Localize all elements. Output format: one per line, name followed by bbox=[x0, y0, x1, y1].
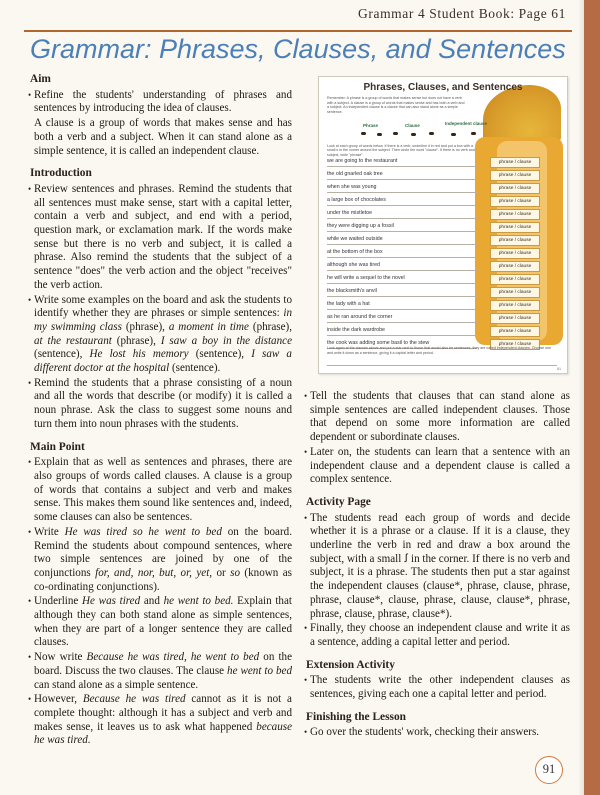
text: The students read each group of words and decide whether it is a phrase or a clause. If it is a clause, they underline the verb in red and draw a box around the subject, with a small bbox=[310, 511, 570, 565]
conjunction: so bbox=[230, 566, 240, 579]
phrase-clause-box: phrase / clause bbox=[490, 170, 540, 181]
main-bullet-4 bbox=[28, 651, 292, 692]
ant-icon bbox=[377, 133, 382, 136]
phrase-clause-box: phrase / clause bbox=[490, 339, 540, 350]
intro-bullet-1: • Review sentences and phrases. Remind the students that all sentences must make sense, start with a capital letter, contain a verb and subject, and end with a period, question mark, or exclamation mark. If the words make sense but there is no verb and subject, it is called a phrase. Also remind the students that the subject of a sentence "does" the verb action and the object "receives" the verb action. bbox=[28, 183, 292, 293]
phrase-clause-box: phrase / clause bbox=[490, 157, 540, 168]
example-type: (phrase), bbox=[116, 334, 156, 347]
phrase-clause-box: phrase / clause bbox=[490, 287, 540, 298]
phrase-text: when she was young bbox=[327, 183, 477, 193]
extension-activity-section bbox=[304, 659, 570, 702]
workbook-row bbox=[327, 157, 559, 167]
phrase-text: we are going to the restaurant bbox=[327, 157, 477, 167]
text: on the board. Discuss the two clauses. The clause bbox=[34, 651, 293, 677]
text: (known as co-ordinating conjunctions). bbox=[34, 566, 292, 593]
main-bullet-3 bbox=[28, 595, 292, 650]
phrase-clause-box: phrase / clause bbox=[490, 248, 540, 259]
page-title: Grammar: Phrases, Clauses, and Sentences bbox=[30, 34, 566, 64]
subject-symbol: ꭍ bbox=[404, 552, 409, 565]
phrase-clause-box: phrase / clause bbox=[490, 222, 540, 233]
workbook-row bbox=[327, 326, 559, 336]
phrase-clause-box: phrase / clause bbox=[490, 300, 540, 311]
aim-heading: Aim bbox=[30, 73, 51, 85]
ant-icon bbox=[471, 132, 476, 135]
right-bullet-1: • Tell the students that clauses that can stand alone as simple sentences are called independent clauses. Those that depend on some more information are called dependent or subordinate clauses. bbox=[304, 390, 570, 445]
introduction-section bbox=[28, 167, 292, 431]
finishing-section bbox=[304, 711, 570, 740]
activity-page-heading: Activity Page bbox=[306, 495, 371, 508]
phrase-text: inside the dark wardrobe bbox=[327, 326, 477, 336]
ant-icon bbox=[411, 133, 416, 136]
phrase-text: he will write a sequel to the novel bbox=[327, 274, 477, 284]
extension-bullet: • The students write the other independent clauses as sentences, giving each one a capital letter and period. bbox=[304, 674, 570, 701]
example-text: because he was tired. bbox=[34, 720, 292, 747]
phrase-text: the lady with a hat bbox=[327, 300, 477, 310]
finishing-bullet: • Go over the students' work, checking their answers. bbox=[304, 726, 570, 740]
signpost: Independent clause bbox=[445, 121, 488, 126]
workbook-row bbox=[327, 248, 559, 258]
example-type: (sentence). bbox=[171, 362, 221, 375]
workbook-row bbox=[327, 274, 559, 284]
main-point-section bbox=[28, 441, 292, 748]
example-text: He was tired so he went to bed bbox=[64, 525, 222, 538]
workbook-intro: Remember: A phrase is a group of words that makes sense but does not have a verb with a subject. A clause is a group of words that makes sense and has both a verb and a subject. An independent clause is a clause that can also stand alone as a simple sentence. bbox=[327, 96, 465, 114]
phrase-text: a large box of chocolates bbox=[327, 196, 477, 206]
text: can stand alone as a simple sentence. bbox=[34, 678, 199, 691]
text: Underline bbox=[34, 595, 79, 608]
introduction-heading: Introduction bbox=[30, 167, 92, 180]
page-header: Grammar 4 Student Book: Page 61 bbox=[358, 6, 566, 21]
workbook-row bbox=[327, 209, 559, 219]
right-bullet-2: • Later on, the students can learn that a sentence with an independent clause and a dependent clause is called a complex sentence. bbox=[304, 446, 570, 487]
aim-paragraph: A clause is a group of words that makes sense and has both a verb and a subject. When it can stand alone as a simple sentence, it is called an independent clause. bbox=[34, 117, 292, 157]
main-point-continued bbox=[304, 390, 570, 487]
main-bullet-1: • Explain that as well as sentences and phrases, there are also groups of words called clauses. A clause is a group of words that contains a subject and verb and makes sense. This makes them sound like sentences and, indeed, some clauses can also be sentences. bbox=[28, 456, 292, 525]
phrase-clause-box: phrase / clause bbox=[490, 274, 540, 285]
main-bullet-5 bbox=[28, 693, 292, 748]
example-text: in my swimming class bbox=[34, 307, 292, 333]
book-edge bbox=[584, 0, 600, 795]
example-type: (sentence), bbox=[195, 348, 245, 361]
phrase-clause-box: phrase / clause bbox=[490, 261, 540, 272]
phrase-text: the old gnarled oak tree bbox=[327, 170, 477, 180]
text: Explain that although they can both stand alone as simple sentences, when they are part of a longer sentence they are called clauses. bbox=[34, 595, 292, 649]
example-type: (phrase), bbox=[125, 320, 165, 333]
example-text: I saw a different doctor at the hospital bbox=[34, 348, 292, 375]
text: Write bbox=[34, 525, 59, 538]
phrase-text: they were digging up a fossil bbox=[327, 222, 477, 232]
phrase-text: while we waited outside bbox=[327, 235, 477, 245]
page-number-badge: 91 bbox=[535, 756, 563, 784]
example-text: a moment in time bbox=[168, 320, 249, 333]
writing-line bbox=[327, 365, 557, 366]
aim-section bbox=[28, 73, 292, 158]
text: on the board. Remind the students about compound sentences, where two simple sentences are joined by one of the conjunctions bbox=[34, 525, 292, 579]
text: cannot as it is not a complete thought: although it has a subject and verb and makes sense, it leaves us to ask what happened bbox=[34, 693, 292, 733]
example-text: Because he was tired bbox=[82, 693, 186, 706]
ant-icon bbox=[429, 132, 434, 135]
text: or bbox=[216, 566, 226, 579]
workbook-row bbox=[327, 313, 559, 323]
text: and bbox=[143, 595, 160, 608]
student-book-page-image bbox=[318, 76, 568, 374]
workbook-instructions: Look at each group of words below. If there is a verb, underline it in red and put a box with a small s in the corner around the subject. Then circle the word "clause". If there is no verb and subject, write "phrase". bbox=[327, 144, 475, 157]
header-rule bbox=[24, 30, 572, 32]
signpost: Clause bbox=[405, 123, 420, 128]
activity-bullet-1 bbox=[304, 512, 570, 622]
main-bullet-2 bbox=[28, 526, 292, 595]
example-type: (sentence), bbox=[34, 348, 83, 361]
phrase-clause-box: phrase / clause bbox=[490, 235, 540, 246]
workbook-row bbox=[327, 196, 559, 206]
example-text: I saw a boy in the distance bbox=[160, 334, 292, 347]
ant-icon bbox=[361, 132, 366, 135]
phrase-text: the blacksmith's anvil bbox=[327, 287, 477, 297]
ant-icon bbox=[393, 132, 398, 135]
workbook-page-number: 61 bbox=[557, 367, 561, 371]
intro-bullet-2 bbox=[28, 294, 292, 376]
intro-bullet-3: • Remind the students that a phrase consisting of a noun and all the words that describe (or modify) it is called a noun phrase. Ask the class to suggest some nouns and turn them into noun phrases with the students. bbox=[28, 377, 292, 432]
workbook-footer-instructions: Look again at the clauses above and put a star next to those that would also be sentences, they are called independent clauses. Choose one and write it down as a sentence, giving it a capital letter and period. bbox=[327, 346, 552, 355]
workbook-row bbox=[327, 261, 559, 271]
workbook-row bbox=[327, 287, 559, 297]
workbook-row bbox=[327, 300, 559, 310]
phrase-text: at the bottom of the box bbox=[327, 248, 477, 258]
aim-bullet: • Refine the students' understanding of phrases and sentences by introducing the idea of clauses. bbox=[28, 89, 292, 116]
phrase-text: under the mistletoe bbox=[327, 209, 477, 219]
example-text: He was tired bbox=[82, 595, 141, 608]
intro-text: Write some examples on the board and ask the students to identify whether they are phrases or simple sentences: bbox=[34, 293, 292, 320]
finishing-heading: Finishing the Lesson bbox=[306, 710, 407, 723]
phrase-clause-box: phrase / clause bbox=[490, 326, 540, 337]
ant-icon bbox=[451, 133, 456, 136]
left-column bbox=[28, 73, 292, 757]
extension-activity-heading: Extension Activity bbox=[306, 658, 395, 671]
workbook-row bbox=[327, 235, 559, 245]
workbook-row bbox=[327, 170, 559, 180]
example-text: at the restaurant bbox=[34, 334, 112, 347]
workbook-row bbox=[327, 183, 559, 193]
example-text: he went to bed bbox=[227, 664, 292, 677]
phrase-text: as he ran around the corner bbox=[327, 313, 477, 323]
example-type: (phrase), bbox=[252, 320, 292, 333]
phrase-text: the cook was adding some basil to the stew bbox=[327, 339, 477, 349]
right-column bbox=[304, 390, 570, 749]
example-text: He lost his memory bbox=[89, 348, 189, 361]
workbook-title: Phrases, Clauses, and Sentences bbox=[363, 82, 523, 93]
activity-page-section bbox=[304, 496, 570, 650]
phrase-clause-box: phrase / clause bbox=[490, 313, 540, 324]
example-text: Because he was tired, he went to bed bbox=[86, 651, 260, 664]
conjunctions-list: for, and, nor, but, or, yet, bbox=[95, 566, 213, 579]
signpost: Phrase bbox=[363, 123, 379, 128]
workbook-row bbox=[327, 222, 559, 232]
phrase-clause-box: phrase / clause bbox=[490, 209, 540, 220]
main-point-heading: Main Point bbox=[30, 440, 85, 453]
text: Now write bbox=[34, 651, 83, 664]
phrase-text: although she was tired bbox=[327, 261, 477, 271]
text: in the corner. If there is no verb and subject, it is a phrase. The students then put a star against the independent clauses (clause*, phrase, clause, phrase, phrase, clause*, clause, phrase, clause, clause*, phrase, phrase, clause, phrase, clause*). bbox=[310, 552, 570, 620]
example-text: he went to bed. bbox=[163, 595, 234, 608]
activity-bullet-2: • Finally, they choose an independent clause and write it as a sentence, adding a capital letter and period. bbox=[304, 622, 570, 649]
phrase-clause-box: phrase / clause bbox=[490, 183, 540, 194]
phrase-clause-box: phrase / clause bbox=[490, 196, 540, 207]
text: However, bbox=[34, 693, 77, 706]
